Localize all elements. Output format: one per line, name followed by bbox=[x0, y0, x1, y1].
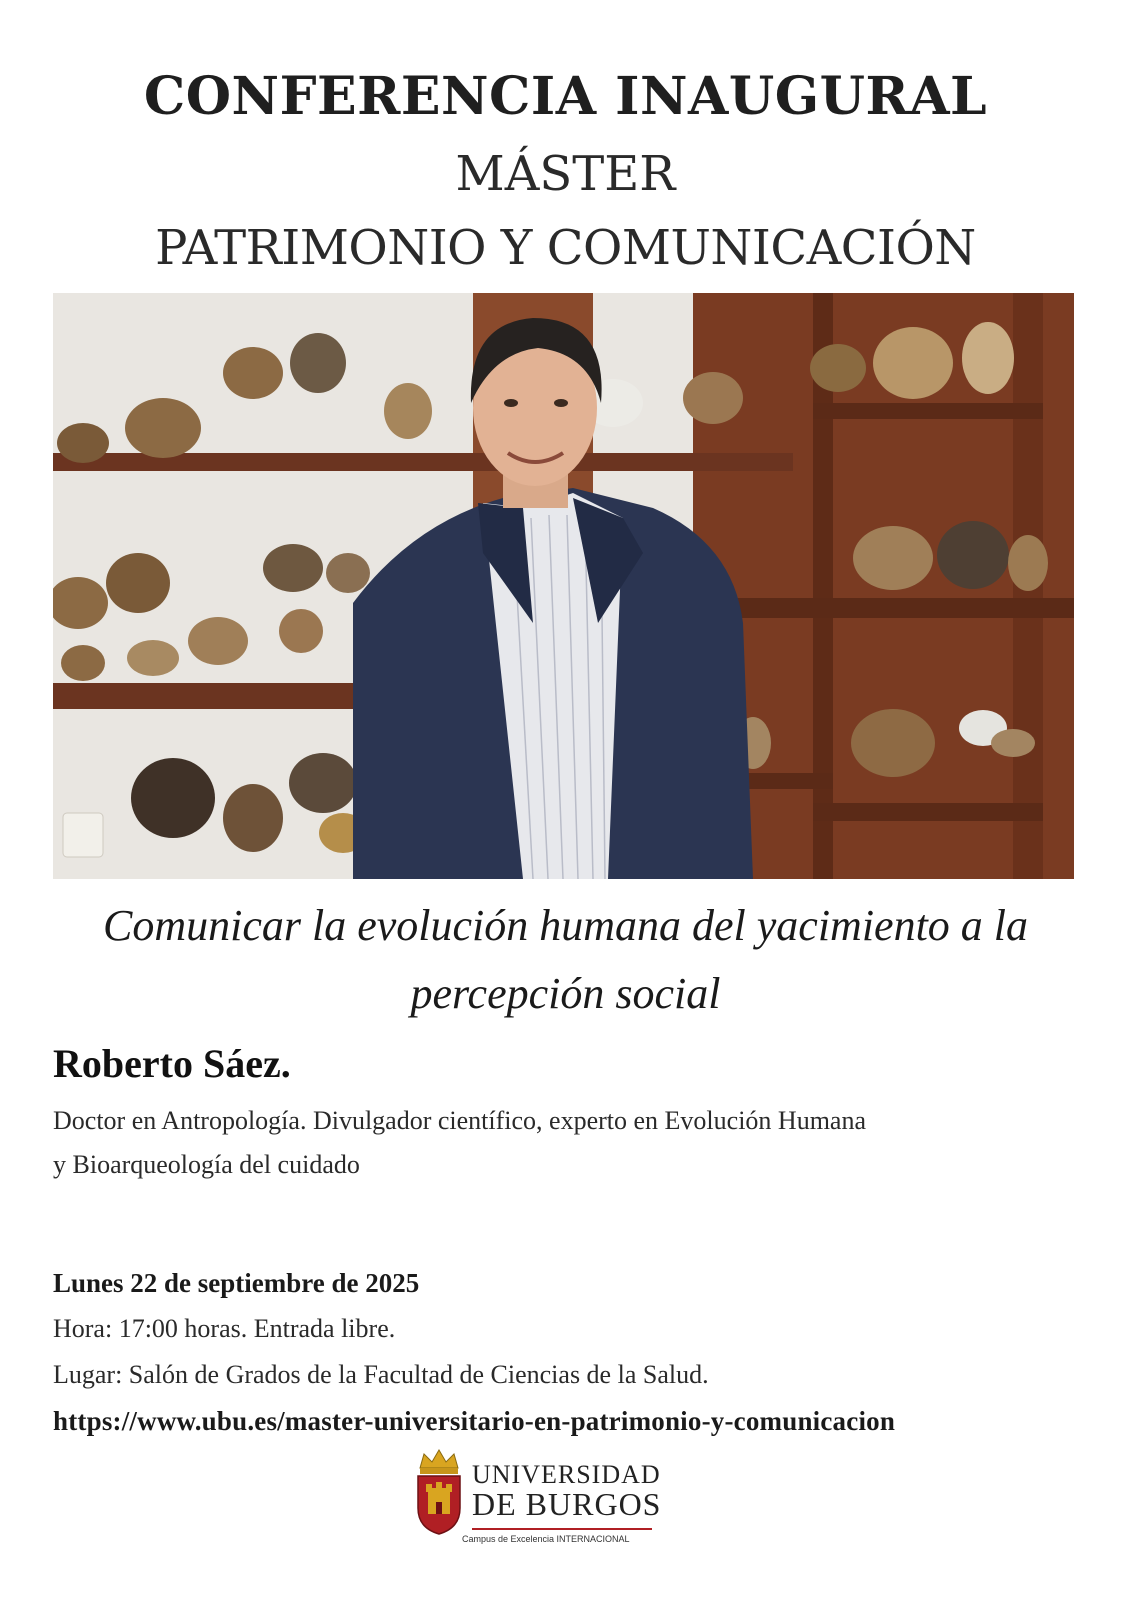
talk-title-line1: Comunicar la evolución humana del yacimiento a la bbox=[102, 901, 1029, 950]
speaker-bio-line1: Doctor en Antropología. Divulgador científico, experto en Evolución Humana bbox=[53, 1106, 866, 1135]
university-logo bbox=[412, 1448, 662, 1558]
logo-text-line1: UNIVERSIDAD bbox=[472, 1460, 661, 1489]
master-label: MÁSTER bbox=[455, 146, 676, 202]
speaker-name: Roberto Sáez. bbox=[53, 1041, 291, 1086]
logo-divider bbox=[472, 1528, 652, 1530]
talk-title-line2: percepción social bbox=[410, 969, 721, 1018]
speaker-bio-line2: y Bioarqueología del cuidado bbox=[53, 1150, 360, 1179]
event-date: Lunes 22 de septiembre de 2025 bbox=[53, 1268, 420, 1298]
speaker-photo bbox=[53, 293, 1074, 879]
master-name: PATRIMONIO Y COMUNICACIÓN bbox=[155, 220, 976, 276]
event-title: CONFERENCIA INAUGURAL bbox=[143, 66, 988, 127]
logo-tagline: Campus de Excelencia INTERNACIONAL bbox=[462, 1534, 630, 1544]
event-url-link[interactable]: https://www.ubu.es/master-universitario-en-patrimonio-y-comunicacion bbox=[53, 1406, 896, 1436]
logo-text-line2: DE BURGOS bbox=[472, 1486, 662, 1522]
event-place: Lugar: Salón de Grados de la Facultad de Ciencias de la Salud. bbox=[53, 1360, 709, 1389]
crest-icon bbox=[412, 1448, 466, 1536]
event-time: Hora: 17:00 horas. Entrada libre. bbox=[53, 1314, 396, 1343]
